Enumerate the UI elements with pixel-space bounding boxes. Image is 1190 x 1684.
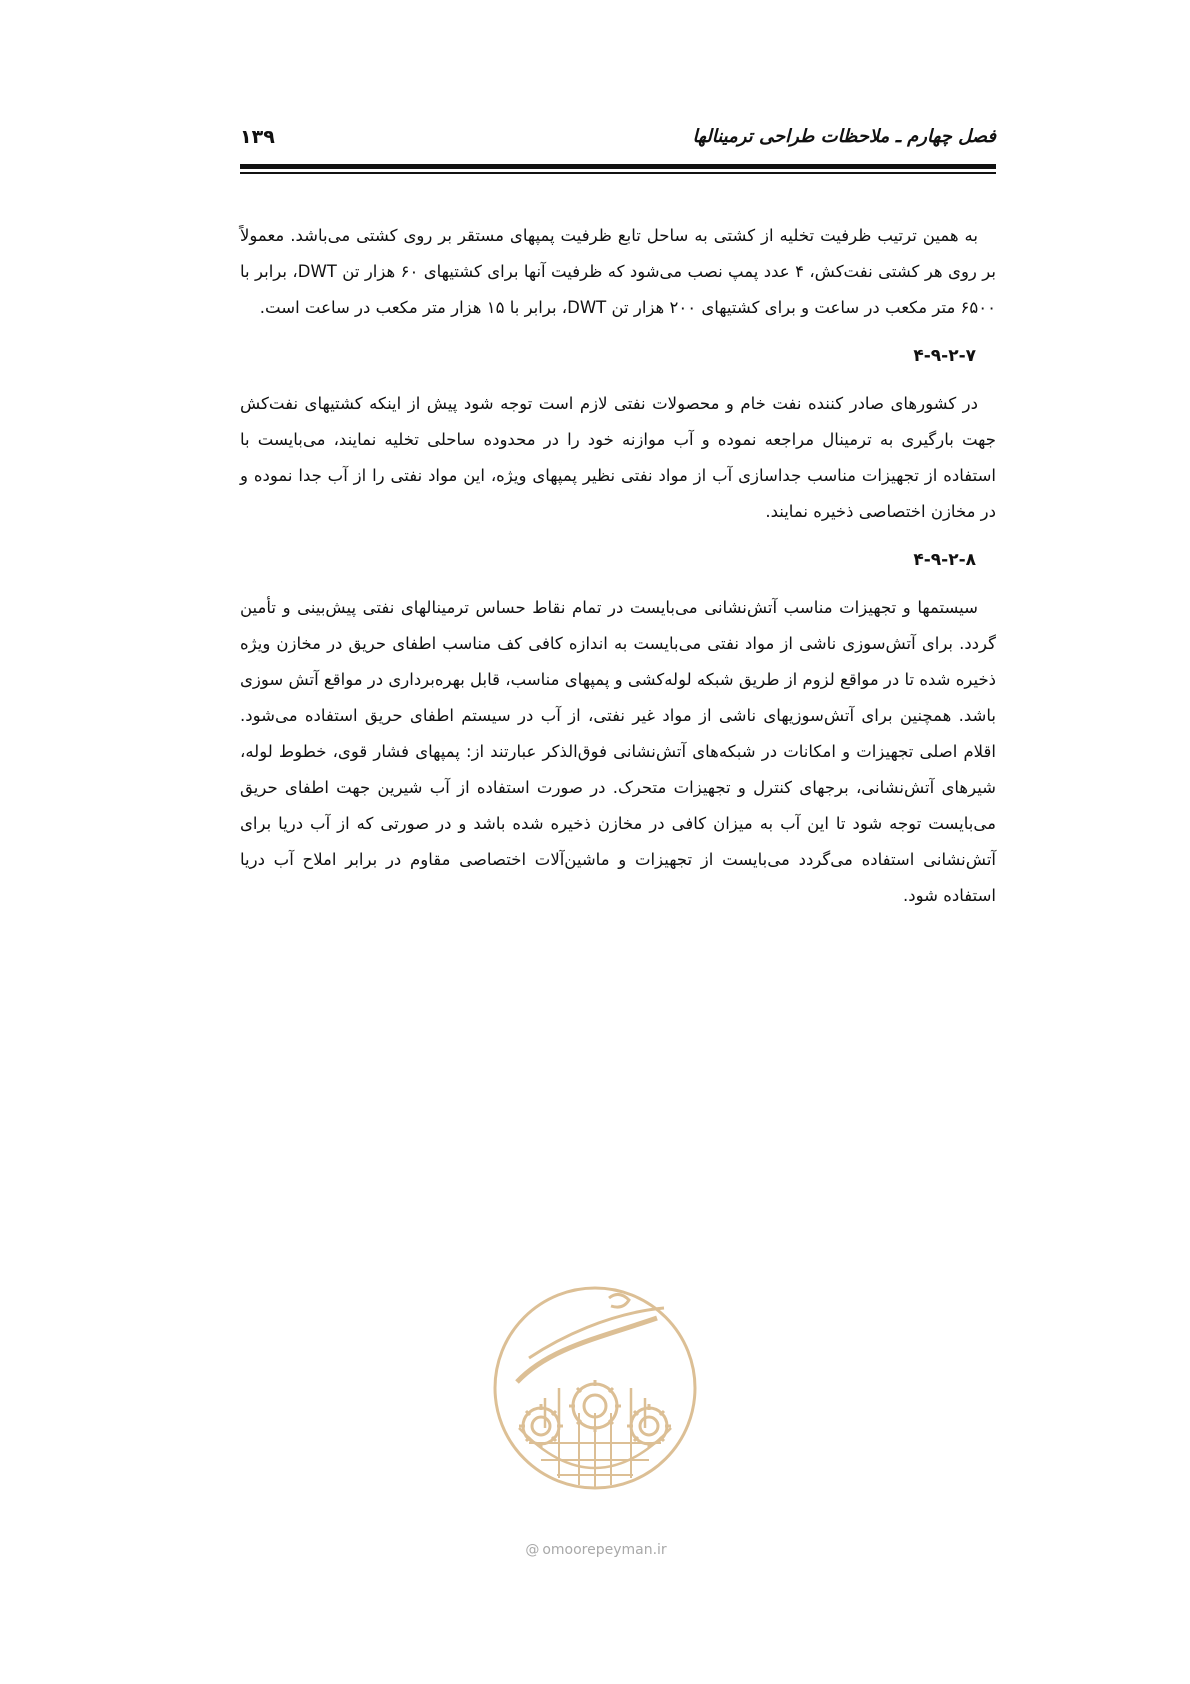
watermark-logo-icon [489, 1278, 701, 1504]
watermark-site-label: omoorepeyman.ir [542, 1542, 667, 1558]
watermark-logo [489, 1278, 701, 1504]
header-rule-thick [240, 164, 996, 169]
watermark-site [490, 1542, 702, 1558]
paragraph-ballast-water: در کشورهای صادر کننده نفت خام و محصولات نفتی لازم است توجه شود پیش از اینکه کشتیهای نفت‌کش جهت بارگیری به ترمینال مراجعه نموده و آب موازنه خود را در محدوده ساحلی تخلیه نمایند، می‌بایست با استفاده از تجهیزات مناسب جداسازی آب از مواد نفتی نظیر پمپهای ویژه، این مواد نفتی را از آب جدا نموده و در مخازن اختصاصی ذخیره نمایند. [240, 394, 996, 521]
section-heading-4-9-2-7: ۴-۹-۲-۷ [913, 346, 976, 366]
page-header [240, 126, 996, 160]
page-number: ۱۳۹ [240, 126, 275, 148]
section-heading-4-9-2-8: ۴-۹-۲-۸ [913, 550, 976, 570]
paragraph-fire-fighting: سیستمها و تجهیزات مناسب آتش‌نشانی می‌بایست در تمام نقاط حساس ترمینالهای نفتی پیش‌بینی و تأمین گردد. برای آتش‌سوزی ناشی از مواد نفتی می‌بایست به اندازه کافی کف مناسب اطفای حریق در مخازن ویژه ذخیره شده تا در مواقع لزوم از طریق شبکه لوله‌کشی و پمپهای مناسب، قابل بهره‌برداری در مواقع آتش سوزی باشد. همچنین برای آتش‌سوزیهای ناشی از مواد غیر نفتی، از آب در سیستم اطفای حریق استفاده می‌شود. اقلام اصلی تجهیزات و امکانات در شبکه‌های آتش‌نشانی فوق‌الذکر عبارتند از: پمپهای فشار قوی، خطوط لوله، شیرهای آتش‌نشانی، برجهای کنترل و تجهیزات متحرک. در صورت استفاده از آب شیرین جهت اطفای حریق می‌بایست توجه شود تا این آب به میزان کافی در مخازن ذخیره شده باشد و در صورتی که از آب دریا برای آتش‌نشانی استفاده می‌گردد می‌بایست از تجهیزات و ماشین‌آلات اختصاصی مقاوم در برابر املاح آب دریا استفاده شود. [240, 598, 996, 905]
at-icon: @ [525, 1542, 540, 1558]
header-rule-thin [240, 172, 996, 174]
paragraph-pump-capacity: به همین ترتیب ظرفیت تخلیه از کشتی به ساحل تابع ظرفیت پمپهای مستقر بر روی کشتی می‌باشد. معمولاً بر روی هر کشتی نفت‌کش، ۴ عدد پمپ نصب می‌شود که ظرفیت آنها برای کشتیهای ۶۰ هزار تن DWT، برابر با ۶۵۰۰ متر مکعب در ساعت و برای کشتیهای ۲۰۰ هزار تن DWT، برابر با ۱۵ هزار متر مکعب در ساعت است. [240, 226, 996, 317]
body-text [240, 218, 996, 926]
chapter-title: فصل چهارم ـ ملاحظات طراحی ترمینالها [692, 126, 996, 147]
